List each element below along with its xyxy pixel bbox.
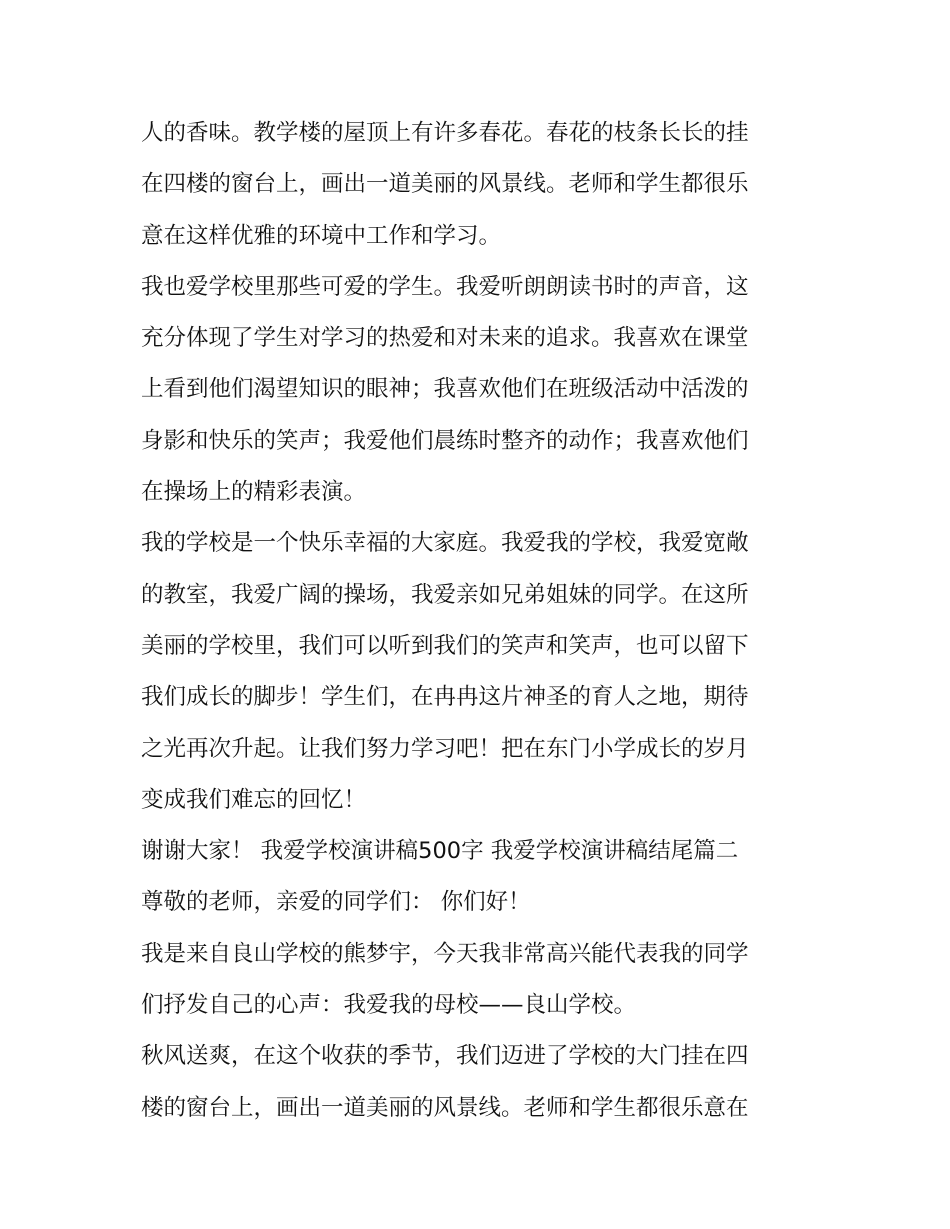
text-line: 在四楼的窗台上，画出一道美丽的风景线。老师和学生都很乐 bbox=[141, 171, 749, 198]
text-line: 我是来自良山学校的熊梦宇，今天我非常高兴能代表我的同学 bbox=[141, 940, 749, 967]
text-line: 们抒发自己的心声：我爱我的母校——良山学校。 bbox=[141, 992, 637, 1019]
text-line: 谢谢大家！ 我爱学校演讲稿500字 我爱学校演讲稿结尾篇二 bbox=[141, 838, 739, 865]
text-line: 变成我们难忘的回忆！ bbox=[141, 786, 367, 813]
text-line: 的教室，我爱广阔的操场，我爱亲如兄弟姐妹的同学。在这所 bbox=[141, 581, 749, 608]
text-line: 上看到他们渴望知识的眼神；我喜欢他们在班级活动中活泼的 bbox=[141, 376, 749, 403]
text-line: 楼的窗台上，画出一道美丽的风景线。老师和学生都很乐意在 bbox=[141, 1094, 749, 1121]
text-line: 之光再次升起。让我们努力学习吧！把在东门小学成长的岁月 bbox=[141, 735, 749, 762]
text-line: 秋风送爽，在这个收获的季节，我们迈进了学校的大门挂在四 bbox=[141, 1043, 749, 1070]
text-line: 人的香味。教学楼的屋顶上有许多春花。春花的枝条长长的挂 bbox=[141, 120, 749, 146]
text-line: 意在这样优雅的环境中工作和学习。 bbox=[141, 222, 502, 249]
text-line: 我们成长的脚步！学生们，在冉冉这片神圣的育人之地，期待 bbox=[141, 684, 749, 711]
text-line: 我也爱学校里那些可爱的学生。我爱听朗朗读书时的声音，这 bbox=[141, 273, 749, 300]
document-body bbox=[141, 108, 821, 1134]
text-line: 美丽的学校里，我们可以听到我们的笑声和笑声，也可以留下 bbox=[141, 632, 749, 659]
text-line: 身影和快乐的笑声；我爱他们晨练时整齐的动作；我喜欢他们 bbox=[141, 427, 749, 454]
text-line: 充分体现了学生对学习的热爱和对未来的追求。我喜欢在课堂 bbox=[141, 325, 749, 352]
text-line: 尊敬的老师，亲爱的同学们： 你们好！ bbox=[141, 889, 531, 916]
text-line: 我的学校是一个快乐幸福的大家庭。我爱我的学校，我爱宽敞 bbox=[141, 530, 749, 557]
text-line: 在操场上的精彩表演。 bbox=[141, 479, 367, 506]
